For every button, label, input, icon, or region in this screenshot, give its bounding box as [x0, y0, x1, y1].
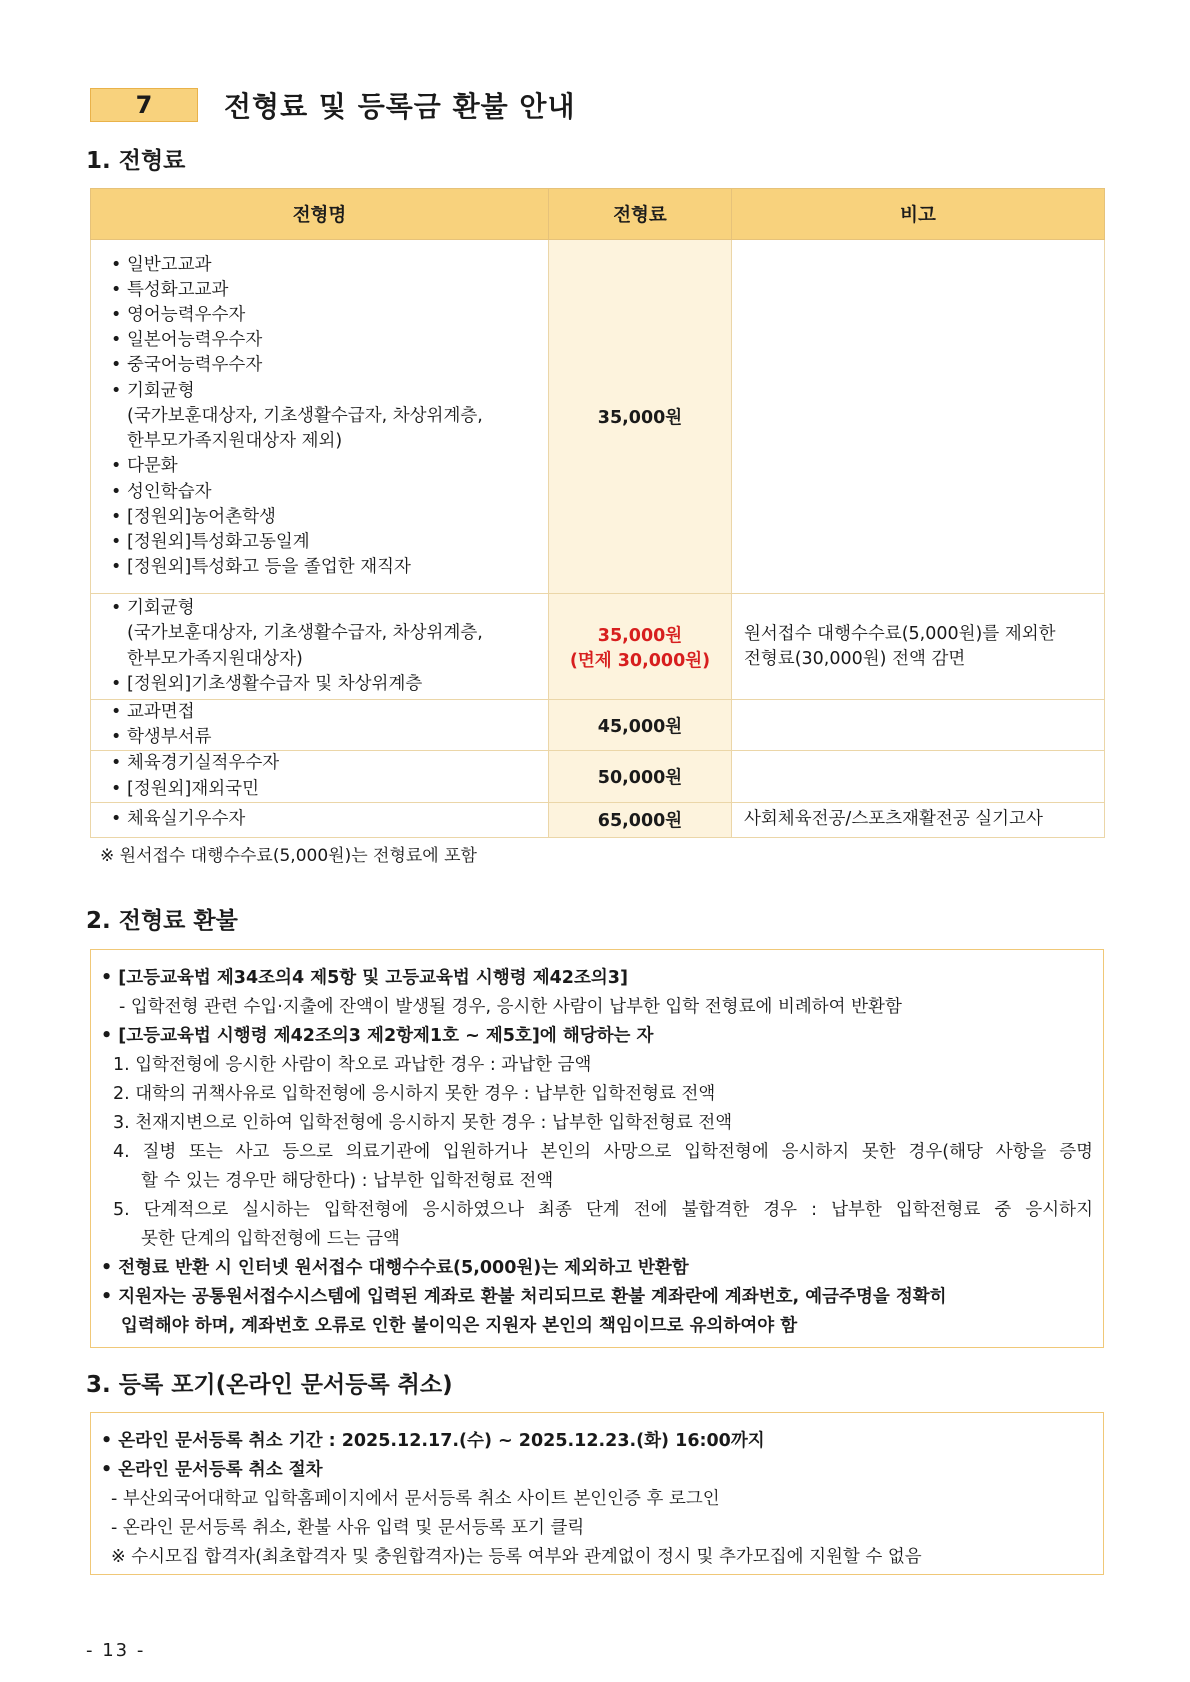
list-item: • 체육실기우수자 [111, 807, 548, 832]
list-item: • 학생부서류 [111, 725, 548, 750]
exam-name-cell [91, 700, 549, 751]
refund-case-3: 3. 천재지변으로 인하여 입학전형에 응시하지 못한 경우 : 납부한 입학전형료 전액 [113, 1113, 733, 1133]
note-cell [732, 751, 1105, 802]
refund-cases-heading: • [고등교육법 시행령 제42조의3 제2항제1호 ~ 제5호]에 해당하는 자 [101, 1026, 654, 1046]
list-item: • [정원외]특성화고동일계 [111, 530, 548, 555]
table-row [91, 594, 1105, 700]
fee-value: 35,000원 [597, 625, 683, 646]
fee-value: 50,000원 [597, 768, 683, 789]
exam-list [91, 700, 548, 750]
fee-exemption: (면제 30,000원) [569, 650, 711, 671]
list-item: • [정원외]재외국민 [111, 777, 548, 802]
refund-account-note-cont: 입력해야 하며, 계좌번호 오류로 인한 불이익은 지원자 본인의 책임이므로 유의하여야 함 [121, 1316, 798, 1336]
exam-name-cell [91, 594, 549, 700]
list-item: • 성인학습자 [111, 480, 548, 505]
refund-fee-note: • 전형료 반환 시 인터넷 원서접수 대행수수료(5,000원)는 제외하고 반환함 [101, 1258, 689, 1278]
refund-case-4: 4. 질병 또는 사고 등으로 의료기관에 입원하거나 본인의 사망으로 입학전형에 응시하지 못한 경우(해당 사항을 증명 [113, 1142, 1093, 1162]
refund-case-1: 1. 입학전형에 응시한 사람이 착오로 과납한 경우 : 과납한 금액 [113, 1055, 592, 1075]
note-text: 원서접수 대행수수료(5,000원)를 제외한 [744, 623, 1056, 644]
list-item: 한부모가족지원대상자 제외) [127, 431, 343, 452]
header-exam-name: 전형명 [91, 189, 549, 240]
exam-list [91, 596, 548, 697]
table-row [91, 700, 1105, 751]
list-item: • 기회균형 [111, 379, 548, 404]
list-item: • 다문화 [111, 454, 548, 479]
fee-value: 45,000원 [597, 716, 683, 737]
exam-name-cell [91, 802, 549, 837]
chapter-number: 7 [90, 88, 198, 122]
list-item: • 일본어능력우수자 [111, 328, 548, 353]
note-text: 전형료(30,000원) 전액 감면 [744, 648, 966, 669]
section3-heading: 3. 등록 포기(온라인 문서등록 취소) [86, 1372, 453, 1398]
header-fee: 전형료 [549, 189, 732, 240]
exam-list [91, 807, 548, 832]
refund-case-5: 5. 단계적으로 실시하는 입학전형에 응시하였으나 최종 단계 전에 불합격한 경우 : 납부한 입학전형료 중 응시하지 [113, 1200, 1093, 1220]
refund-case-4-cont: 할 수 있는 경우만 해당한다) : 납부한 입학전형료 전액 [141, 1171, 554, 1191]
refund-case-2: 2. 대학의 귀책사유로 입학전형에 응시하지 못한 경우 : 납부한 입학전형료 전액 [113, 1084, 716, 1104]
refund-law-text: - 입학전형 관련 수입·지출에 잔액이 발생될 경우, 응시한 사람이 납부한 입학 전형료에 비례하여 반환함 [119, 997, 902, 1017]
exam-list [91, 253, 548, 581]
cancel-procedure-heading: • 온라인 문서등록 취소 절차 [101, 1460, 323, 1480]
table-row [91, 802, 1105, 837]
note-cell [732, 802, 1105, 837]
list-item: • 중국어능력우수자 [111, 353, 548, 378]
table-row [91, 751, 1105, 802]
list-item: • 체육경기실적우수자 [111, 751, 548, 776]
list-item: • 일반고교과 [111, 253, 548, 278]
list-item: • 영어능력우수자 [111, 303, 548, 328]
fee-cell [549, 240, 732, 594]
list-item: 한부모가족지원대상자) [127, 648, 303, 669]
chapter-title: 전형료 및 등록금 환불 안내 [224, 90, 576, 123]
fee-cell [549, 751, 732, 802]
note-cell [732, 594, 1105, 700]
cancel-step-1: - 부산외국어대학교 입학홈페이지에서 문서등록 취소 사이트 본인인증 후 로그인 [111, 1489, 720, 1509]
list-item: • [정원외]농어촌학생 [111, 505, 548, 530]
refund-account-note: • 지원자는 공통원서접수시스템에 입력된 계좌로 환불 처리되므로 환불 계좌란에 계좌번호, 예금주명을 정확히 [101, 1287, 947, 1307]
refund-law-heading: • [고등교육법 제34조의4 제5항 및 고등교육법 시행령 제42조의3] [101, 968, 628, 988]
fee-cell [549, 802, 732, 837]
cancel-box [90, 1412, 1104, 1575]
list-item: (국가보훈대상자, 기초생활수급자, 차상위계층, [127, 405, 483, 426]
note-cell [732, 700, 1105, 751]
list-item: • [정원외]특성화고 등을 졸업한 재직자 [111, 555, 548, 580]
exam-list [91, 751, 548, 801]
header-note: 비고 [732, 189, 1105, 240]
list-item: • [정원외]기초생활수급자 및 차상위계층 [111, 672, 548, 697]
exam-name-cell [91, 751, 549, 802]
table-row [91, 240, 1105, 594]
fee-cell [549, 594, 732, 700]
refund-case-5-cont: 못한 단계의 입학전형에 드는 금액 [141, 1229, 400, 1249]
list-item: (국가보훈대상자, 기초생활수급자, 차상위계층, [127, 623, 483, 644]
fee-value: 65,000원 [597, 811, 683, 832]
section1-heading: 1. 전형료 [86, 148, 186, 174]
note-cell [732, 240, 1105, 594]
fee-footnote: ※ 원서접수 대행수수료(5,000원)는 전형료에 포함 [100, 846, 477, 866]
list-item: • 특성화고교과 [111, 278, 548, 303]
section2-heading: 2. 전형료 환불 [86, 908, 238, 934]
fee-value: 35,000원 [597, 408, 683, 428]
cancel-step-2: - 온라인 문서등록 취소, 환불 사유 입력 및 문서등록 포기 클릭 [111, 1518, 585, 1538]
cancel-period: • 온라인 문서등록 취소 기간 : 2025.12.17.(수) ~ 2025.12.23.(화) 16:00까지 [101, 1431, 765, 1451]
chapter-heading [90, 88, 576, 122]
page-number: - 13 - [86, 1640, 146, 1661]
note-text: 사회체육전공/스포츠재활전공 실기고사 [744, 809, 1043, 830]
list-item: • 교과면접 [111, 700, 548, 725]
cancel-note: ※ 수시모집 합격자(최초합격자 및 충원합격자)는 등록 여부와 관계없이 정시 및 추가모집에 지원할 수 없음 [111, 1547, 922, 1567]
fee-cell [549, 700, 732, 751]
fee-table [90, 188, 1105, 838]
refund-box [90, 949, 1104, 1348]
list-item: • 기회균형 [111, 596, 548, 621]
exam-name-cell [91, 240, 549, 594]
